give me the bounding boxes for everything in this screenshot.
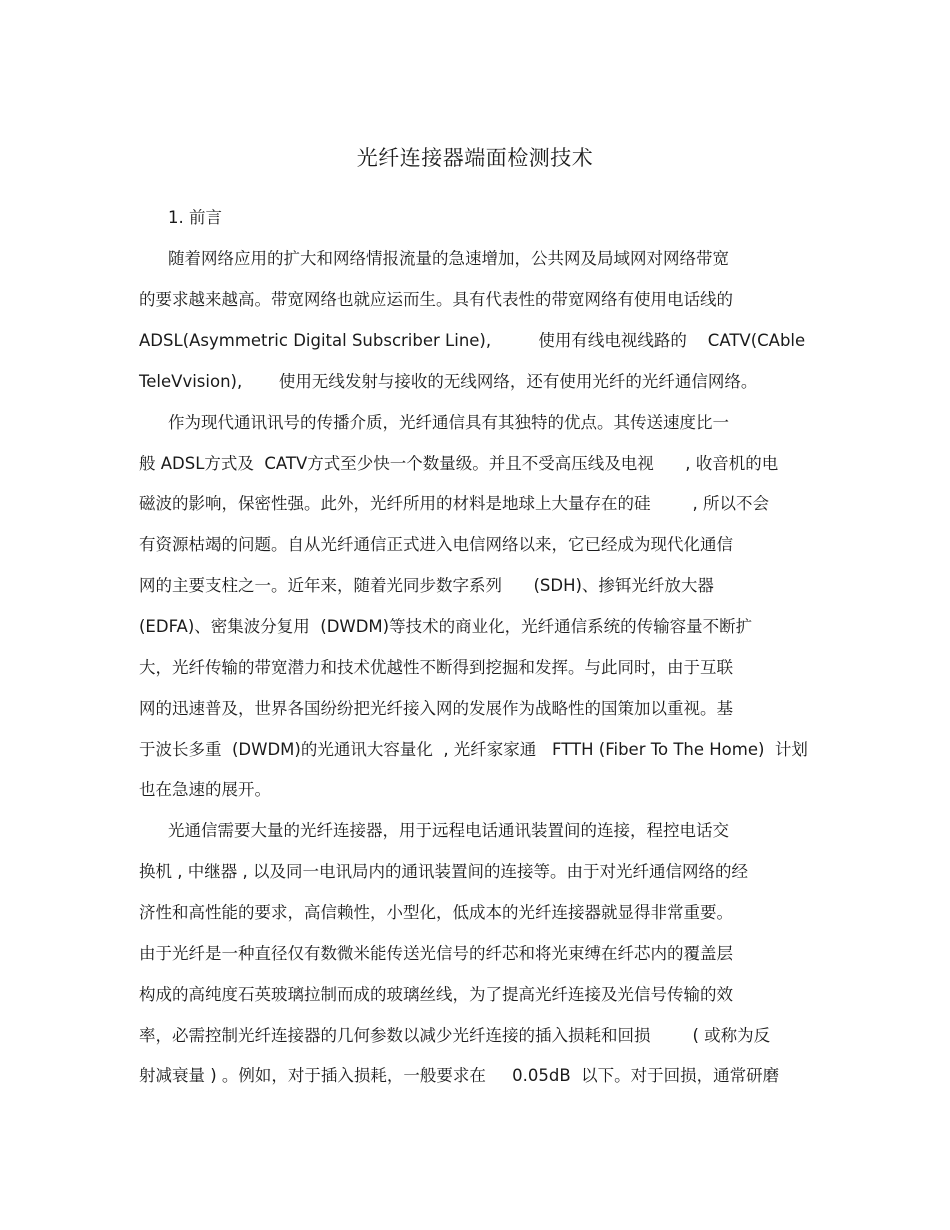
- document-title: 光纤连接器端面检测技术: [356, 146, 594, 170]
- paragraph-line: TeleVvision), 使用无线发射与接收的无线网络，还有使用光纤的光纤通信网络。: [139, 372, 758, 391]
- paragraph-line: 于波长多重 (DWDM)的光通讯大容量化 , 光纤家家通 FTTH (Fiber To The Home) 计划: [139, 740, 808, 759]
- paragraph-line: 也在急速的展开。: [139, 780, 271, 799]
- paragraph-line: 换机 , 中继器 , 以及同一电讯局内的通讯装置间的连接等。由于对光纤通信网络的经: [139, 862, 748, 881]
- paragraph-line: 作为现代通讯讯号的传播介质，光纤通信具有其独特的优点。其传送速度比一: [168, 413, 729, 432]
- paragraph-line: 射减衰量 ) 。例如，对于插入损耗，一般要求在 0.05dB 以下。对于回损，通常研磨: [139, 1066, 780, 1085]
- paragraph-line: 光通信需要大量的光纤连接器，用于远程电话通讯装置间的连接，程控电话交: [168, 821, 729, 840]
- paragraph-line: 构成的高纯度石英玻璃拉制而成的玻璃丝线，为了提高光纤连接及光信号传输的效: [139, 985, 733, 1004]
- paragraph-line: 磁波的影响，保密性强。此外，光纤所用的材料是地球上大量存在的硅 , 所以不会: [139, 494, 769, 513]
- paragraph-line: 的要求越来越高。带宽网络也就应运而生。具有代表性的带宽网络有使用电话线的: [139, 290, 733, 309]
- paragraph-line: 有资源枯竭的问题。自从光纤通信正式进入电信网络以来，它已经成为现代化通信: [139, 535, 733, 554]
- paragraph-line: 网的迅速普及，世界各国纷纷把光纤接入网的发展作为战略性的国策加以重视。基: [139, 699, 733, 718]
- paragraph-line: 般 ADSL方式及 CATV方式至少快一个数量级。并且不受高压线及电视 , 收音机的电: [139, 454, 779, 473]
- paragraph-line: 由于光纤是一种直径仅有数微米能传送光信号的纤芯和将光束缚在纤芯内的覆盖层: [139, 944, 733, 963]
- paragraph-line: (EDFA)、密集波分复用 (DWDM)等技术的商业化，光纤通信系统的传输容量不断扩: [139, 617, 753, 636]
- paragraph-line: 网的主要支柱之一。近年来，随着光同步数字系列 (SDH)、掺铒光纤放大器: [139, 576, 714, 595]
- paragraph-line: 率，必需控制光纤连接器的几何参数以减少光纤连接的插入损耗和回损 ( 或称为反: [139, 1026, 771, 1045]
- paragraph-line: 大，光纤传输的带宽潜力和技术优越性不断得到挖掘和发挥。与此同时，由于互联: [139, 658, 733, 677]
- paragraph-line: 随着网络应用的扩大和网络情报流量的急速增加，公共网及局域网对网络带宽: [168, 249, 729, 268]
- section-heading: 1. 前言: [168, 208, 222, 227]
- paragraph-line: ADSL(Asymmetric Digital Subscriber Line), 使用有线电视线路的 CATV(CAble: [139, 331, 806, 350]
- paragraph-line: 济性和高性能的要求，高信赖性，小型化，低成本的光纤连接器就显得非常重要。: [139, 903, 733, 922]
